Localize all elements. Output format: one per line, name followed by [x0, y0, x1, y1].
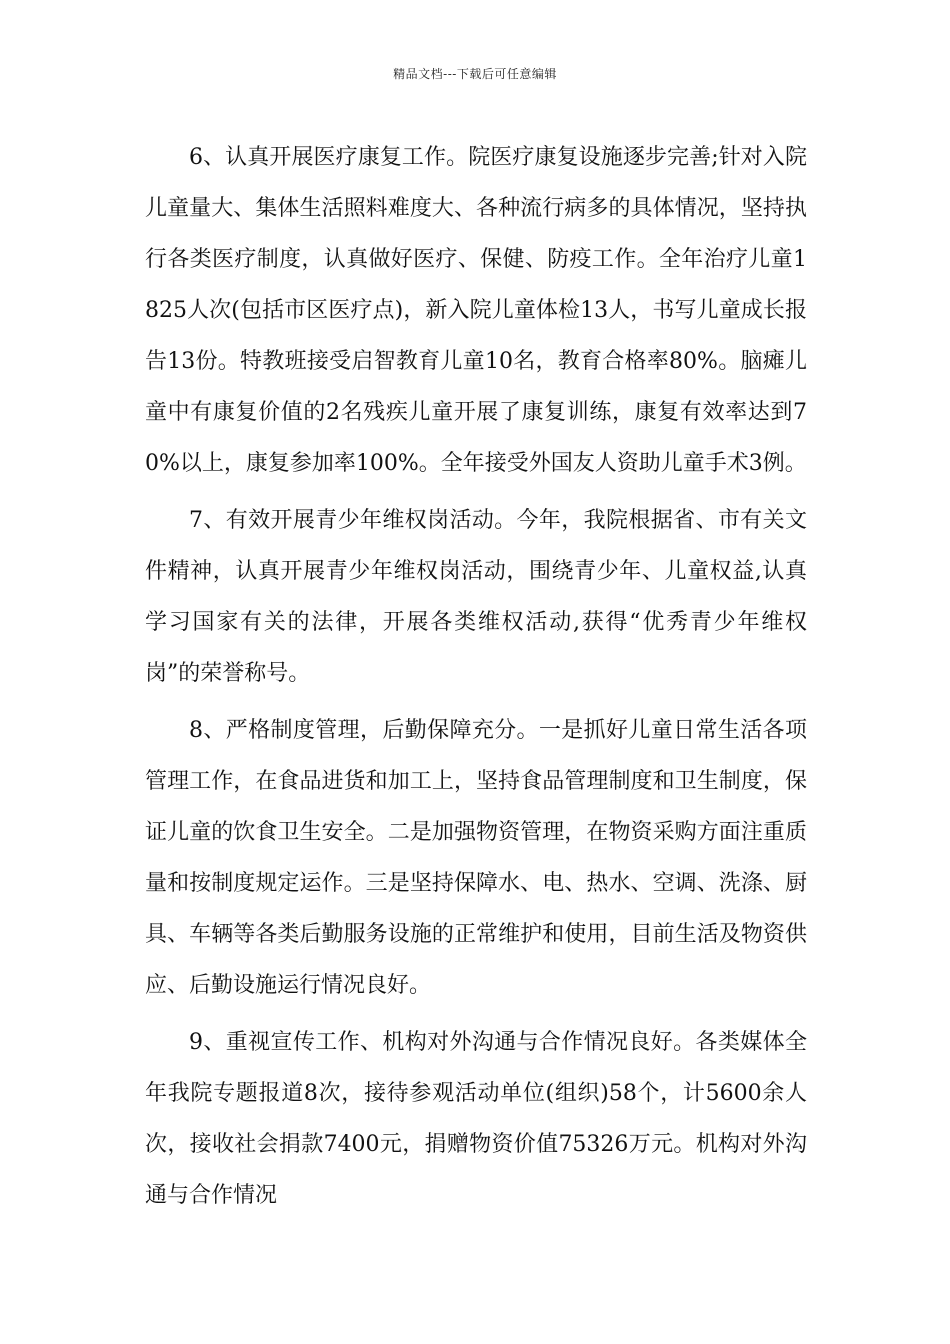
page-header: 精品文档---下载后可任意编辑	[393, 67, 557, 81]
document-body	[145, 132, 807, 1227]
paragraph-9-publicity: 9、重视宣传工作、机构对外沟通与合作情况良好。各类媒体全年我院专题报道8次，接待参观活动单位(组织)58个，计5600余人次，接收社会捐款7400元，捐赠物资价值75326万元。机构对外沟通与合作情况	[145, 1030, 807, 1208]
paragraph-8-logistics: 8、严格制度管理，后勤保障充分。一是抓好儿童日常生活各项管理工作，在食品进货和加工上，坚持食品管理制度和卫生制度，保证儿童的饮食卫生安全。二是加强物资管理，在物资采购方面注重质量和按制度规定运作。三是坚持保障水、电、热水、空调、洗涤、厨具、车辆等各类后勤服务设施的正常维护和使用，目前生活及物资供应、后勤设施运行情况良好。	[145, 718, 807, 998]
paragraph-6-medical-rehab: 6、认真开展医疗康复工作。院医疗康复设施逐步完善;针对入院儿童量大、集体生活照料难度大、各种流行病多的具体情况，坚持执行各类医疗制度，认真做好医疗、保健、防疫工作。全年治疗儿童1825人次(包括市区医疗点)，新入院儿童体检13人，书写儿童成长报告13份。特教班接受启智教育儿童10名，教育合格率80%。脑瘫儿童中有康复价值的2名残疾儿童开展了康复训练，康复有效率达到70%以上，康复参加率100%。全年接受外国友人资助儿童手术3例。	[145, 145, 807, 476]
paragraph-7-youth-rights: 7、有效开展青少年维权岗活动。今年，我院根据省、市有关文件精神，认真开展青少年维权岗活动，围绕青少年、儿童权益,认真学习国家有关的法律，开展各类维权活动,获得“优秀青少年维权岗”的荣誉称号。	[145, 508, 807, 686]
